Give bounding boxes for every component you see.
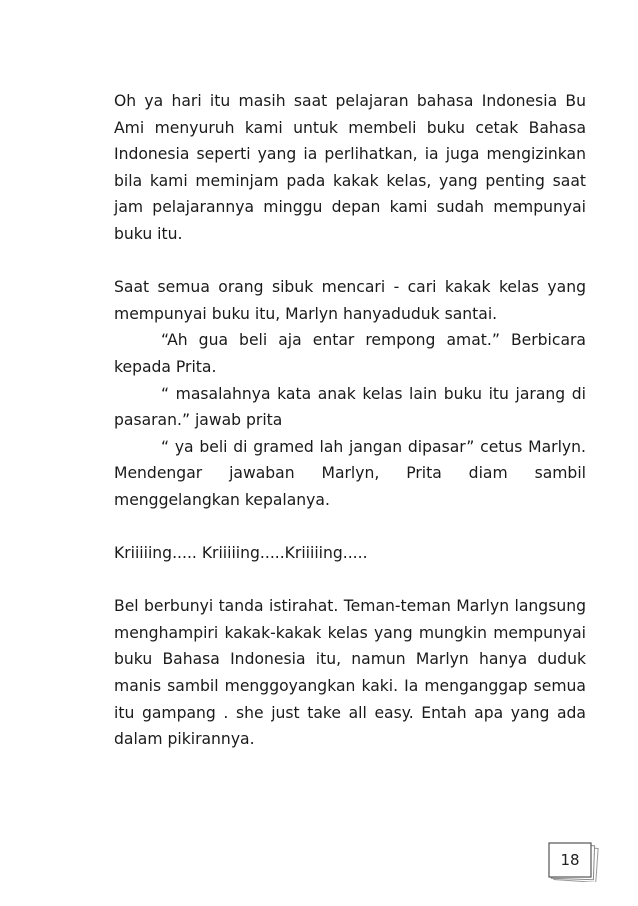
dialogue-3: “ ya beli di gramed lah jangan dipasar” cetus Marlyn. Mendengar jawaban Marlyn, Prita diam sambil menggelangkan kepalanya. bbox=[114, 437, 586, 509]
paragraph-gap bbox=[114, 514, 586, 541]
dialogue-2: “ masalahnya kata anak kelas lain buku itu jarang di pasaran.” jawab prita bbox=[114, 384, 586, 430]
paragraph-3: Bel berbunyi tanda istirahat. Teman-teman Marlyn langsung menghampiri kakak-kakak kelas yang mungkin mempunyai buku Bahasa Indonesia itu, namun Marlyn hanya duduk manis sambil menggoyangkan kaki. Ia menganggap semua itu gampang . she just take all easy. Entah apa yang ada dalam pikirannya. bbox=[114, 597, 586, 749]
page-number-frame bbox=[548, 842, 600, 882]
story-text bbox=[114, 88, 586, 753]
dialogue-1: “Ah gua beli aja entar rempong amat.” Berbicara kepada Prita. bbox=[114, 331, 586, 376]
paragraph-1: Oh ya hari itu masih saat pelajaran bahasa Indonesia Bu Ami menyuruh kami untuk membeli buku cetak Bahasa Indonesia seperti yang ia perlihatkan, ia juga mengizinkan bila kami meminjam pada kakak kelas, yang penting saat jam pelajarannya minggu depan kami sudah mempunyai buku itu. bbox=[114, 92, 586, 243]
paragraph-2: Saat semua orang sibuk mencari - cari kakak kelas yang mempunyai buku itu, Marlyn hanyaduduk santai. bbox=[114, 278, 586, 323]
paragraph-gap bbox=[114, 567, 586, 594]
bell-sound-line: Kriiiiing..... Kriiiiing.....Kriiiiing..... bbox=[114, 544, 368, 563]
page-number: 18 bbox=[560, 851, 580, 869]
paragraph-gap bbox=[114, 248, 586, 275]
